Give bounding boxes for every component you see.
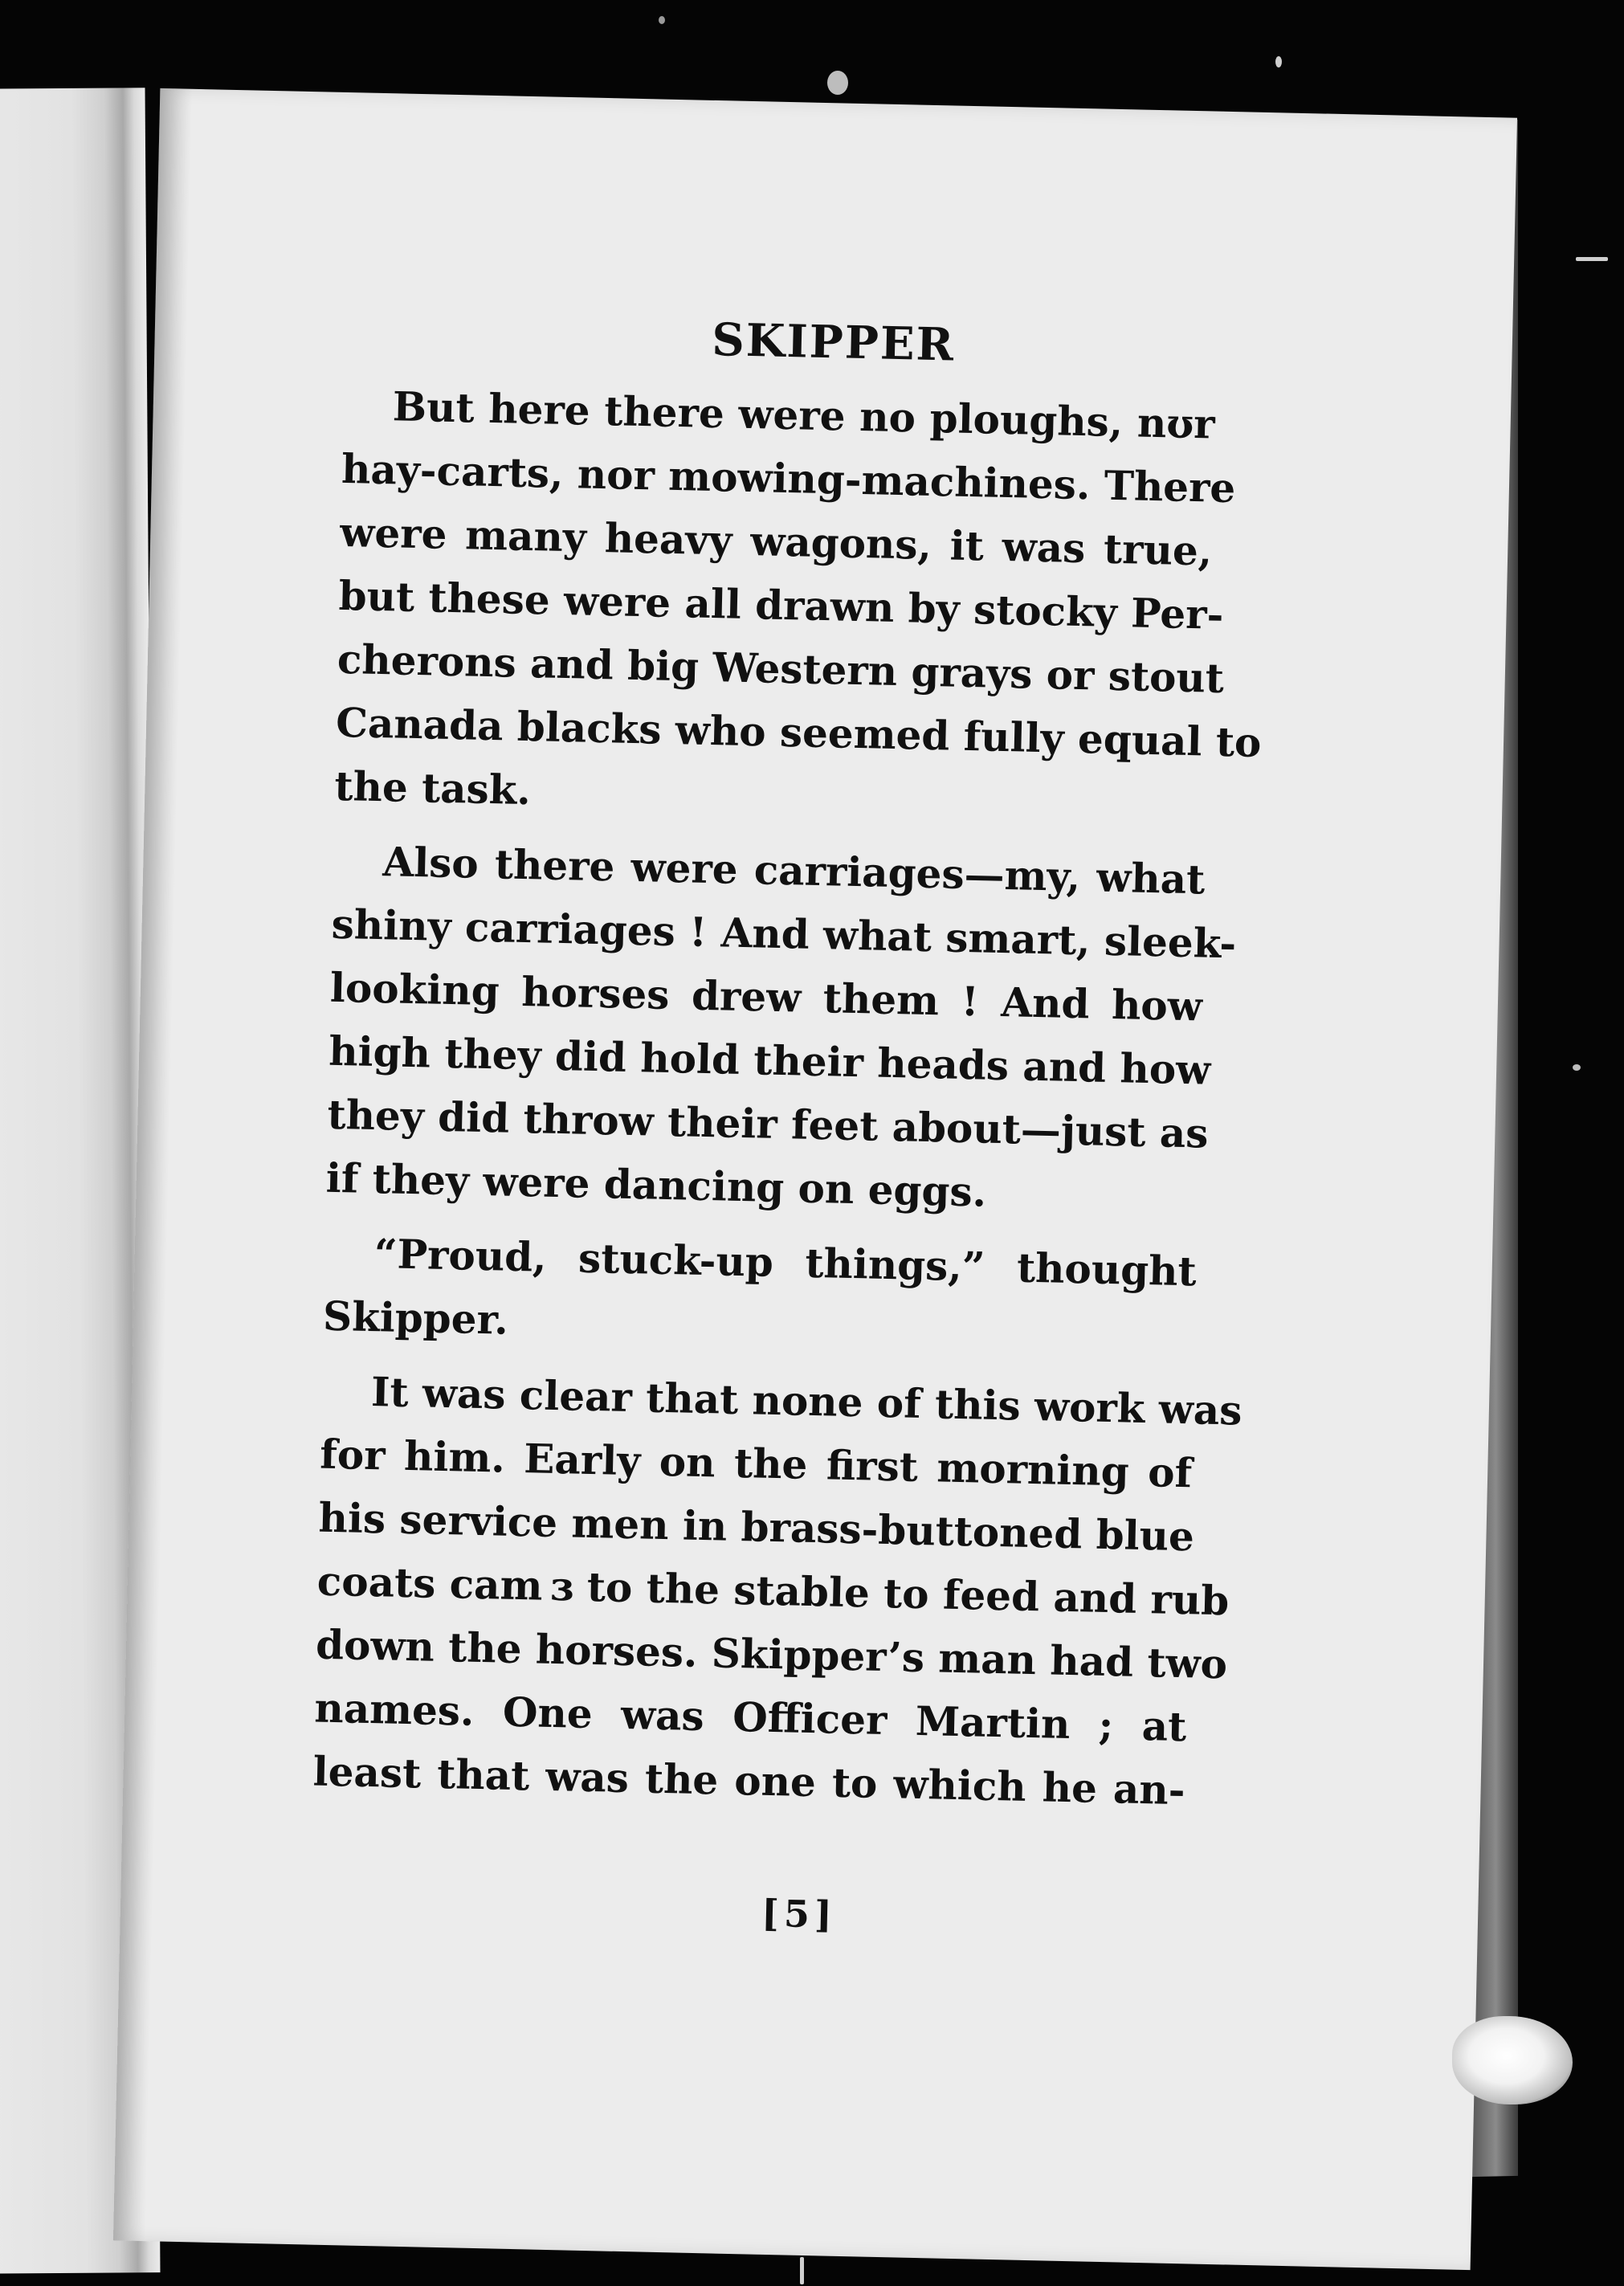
paragraph-1 [333, 374, 1263, 837]
running-head: SKIPPER [711, 312, 956, 372]
text-line: were many heavy wagons, it was true, [339, 508, 1213, 575]
text-line: shiny carriages ! And what smart, sleek- [331, 900, 1237, 968]
dust-speck [1576, 257, 1608, 261]
dust-speck [659, 16, 665, 24]
text-line: least that was the one to which he an- [312, 1747, 1186, 1815]
text-line: down the horses. Skipper’s man had two [315, 1620, 1228, 1688]
paragraph-4 [312, 1359, 1243, 1823]
text-line: It was clear that none of this work was [370, 1368, 1243, 1435]
text-line: looking horses drew them ! And how [329, 963, 1203, 1031]
text-line: But here there were no ploughs, nʊr [392, 382, 1216, 448]
text-line: cherons and big Western grays or stout [337, 635, 1225, 702]
dust-speck [1275, 56, 1282, 67]
text-line: “Proud, stuck-up things,” thought [373, 1230, 1198, 1296]
text-line: high they did hold their heads and how [328, 1027, 1211, 1094]
text-line: his service men in brass-buttoned blue [318, 1493, 1195, 1561]
text-line: coats cam ɜ to the stable to feed and rub [316, 1557, 1230, 1625]
paragraph-3 [322, 1221, 1197, 1367]
text-line: they did throw their feet about—just as [326, 1090, 1210, 1157]
text-line: if they were dancing on eggs. [325, 1153, 987, 1216]
body-text [312, 374, 1263, 1822]
dust-speck [800, 2257, 804, 2284]
text-line: Skipper. [322, 1292, 509, 1344]
text-line: names. One was Officer Martin ; at [313, 1684, 1187, 1751]
dust-speck [827, 71, 848, 95]
dust-speck [1573, 1064, 1581, 1071]
page-number: [5] [761, 1891, 838, 1937]
text-line: hay-carts, nor mowing-machines. There [341, 444, 1236, 512]
text-line: but these were all drawn by stocky Per- [338, 571, 1224, 639]
paragraph-2 [325, 829, 1237, 1229]
text-line: Also there were carriages—my, what [382, 838, 1206, 904]
book-page [113, 88, 1517, 2270]
text-line: the task. [333, 761, 532, 814]
debris-blob [1452, 2016, 1573, 2104]
text-line: for him. Early on the first morning of [319, 1430, 1193, 1497]
text-line: Canada blacks who seemed fully equal to [335, 698, 1263, 766]
